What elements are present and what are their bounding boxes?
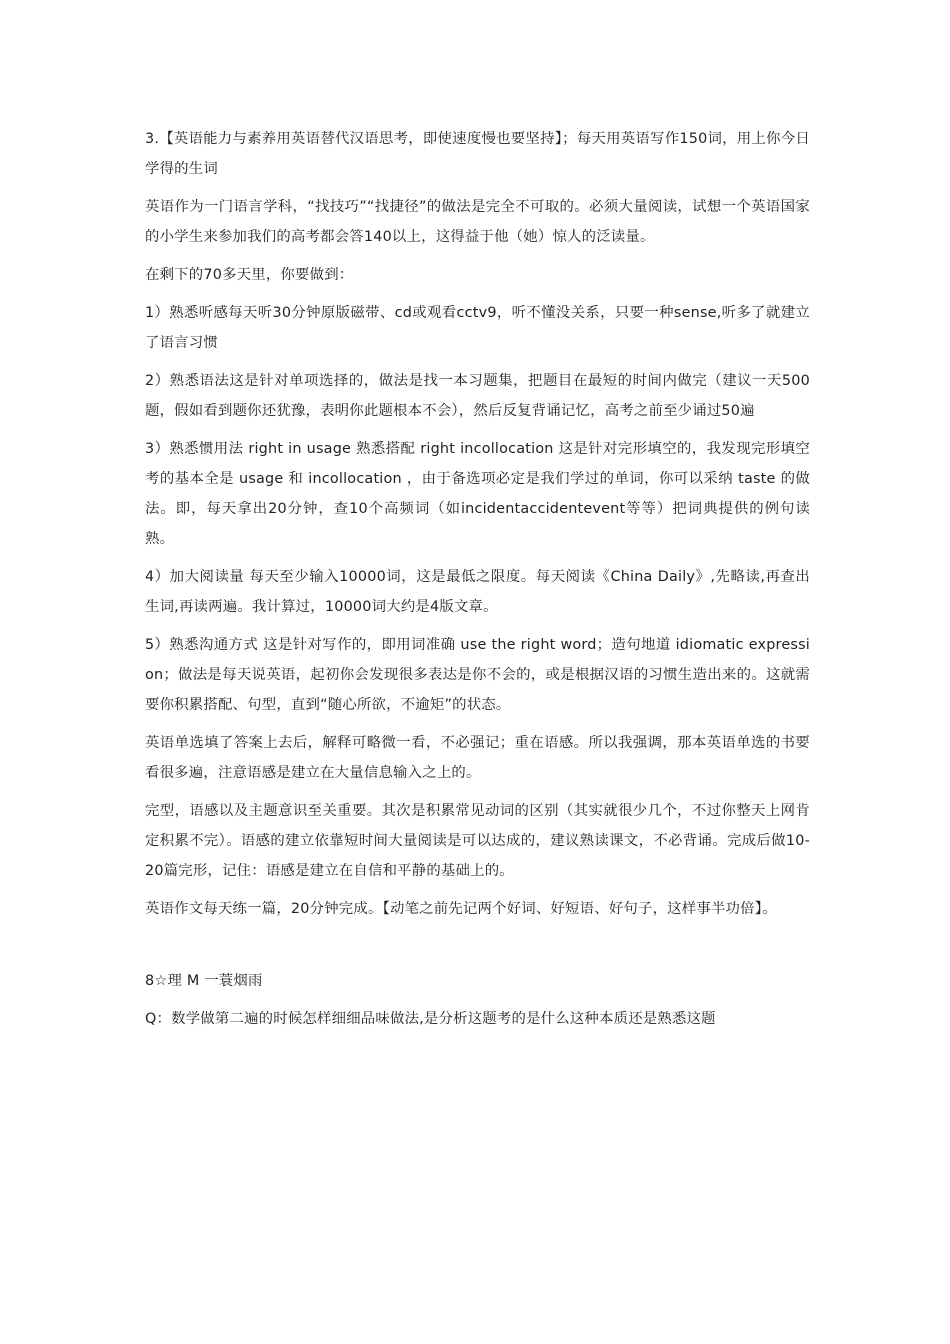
paragraph-english-thinking: 3.【英语能力与素养用英语替代汉语思考，即使速度慢也要坚持】；每天用英语写作150词，用上你今日学得的生词 bbox=[145, 131, 810, 177]
paragraph-question: Q：数学做第二遍的时候怎样细细品味做法,是分析这题考的是什么这种本质还是熟悉这题 bbox=[145, 1011, 716, 1027]
paragraph-author: 8☆理 M 一蓑烟雨 bbox=[145, 973, 263, 989]
paragraph-remaining-days: 在剩下的70多天里，你要做到： bbox=[145, 267, 354, 283]
paragraph-composition: 英语作文每天练一篇，20分钟完成。【动笔之前先记两个好词、好短语、好句子，这样事半功倍】。 bbox=[145, 901, 777, 917]
section-spacer bbox=[145, 932, 810, 966]
document-page bbox=[145, 124, 810, 1042]
paragraph-grammar: 2）熟悉语法这是针对单项选择的，做法是找一本习题集，把题目在最短的时间内做完（建议一天500题，假如看到题你还犹豫，表明你此题根本不会），然后反复背诵记忆，高考之前至少诵过50遍 bbox=[145, 373, 810, 419]
paragraph-cloze: 完型，语感以及主题意识至关重要。其次是积累常见动词的区别（其实就很少几个，不过你整天上网肯定积累不完）。语感的建立依靠短时间大量阅读是可以达成的，建议熟读课文，不必背诵。完成后做10-20篇完形，记住：语感是建立在自信和平静的基础上的。 bbox=[145, 803, 810, 879]
paragraph-single-choice: 英语单选填了答案上去后，解释可略微一看，不必强记；重在语感。所以我强调，那本英语单选的书要看很多遍，注意语感是建立在大量信息输入之上的。 bbox=[145, 735, 810, 781]
paragraph-reading: 4）加大阅读量 每天至少输入10000词，这是最低之限度。每天阅读《China Daily》,先略读,再查出生词,再读两遍。我计算过，10000词大约是4版文章。 bbox=[145, 569, 810, 615]
paragraph-no-shortcuts: 英语作为一门语言学科，“找技巧”“找捷径”的做法是完全不可取的。必须大量阅读，试想一个英语国家的小学生来参加我们的高考都会答140以上，这得益于他（她）惊人的泛读量。 bbox=[145, 199, 810, 245]
paragraph-communication: 5）熟悉沟通方式 这是针对写作的，即用词准确 use the right word；造句地道 idiomatic expression；做法是每天说英语，起初你会发现很多表达是你不会的，或是根据汉语的习惯生造出来的。这就需要你积累搭配、句型，直到“随心所欲，不逾矩”的状态。 bbox=[145, 637, 810, 713]
paragraph-usage: 3）熟悉惯用法 right in usage 熟悉搭配 right incollocation 这是针对完形填空的，我发现完形填空考的基本全是 usage 和 incollocation ，由于备选项必定是我们学过的单词，你可以采纳 taste 的做法。即，每天拿出20分钟，查10个高频词（如incidentaccidentevent等等）把词典提供的例句读熟。 bbox=[145, 441, 810, 547]
paragraph-listening: 1）熟悉听感每天听30分钟原版磁带、cd或观看cctv9，听不懂没关系，只要一种sense,听多了就建立了语言习惯 bbox=[145, 305, 810, 351]
